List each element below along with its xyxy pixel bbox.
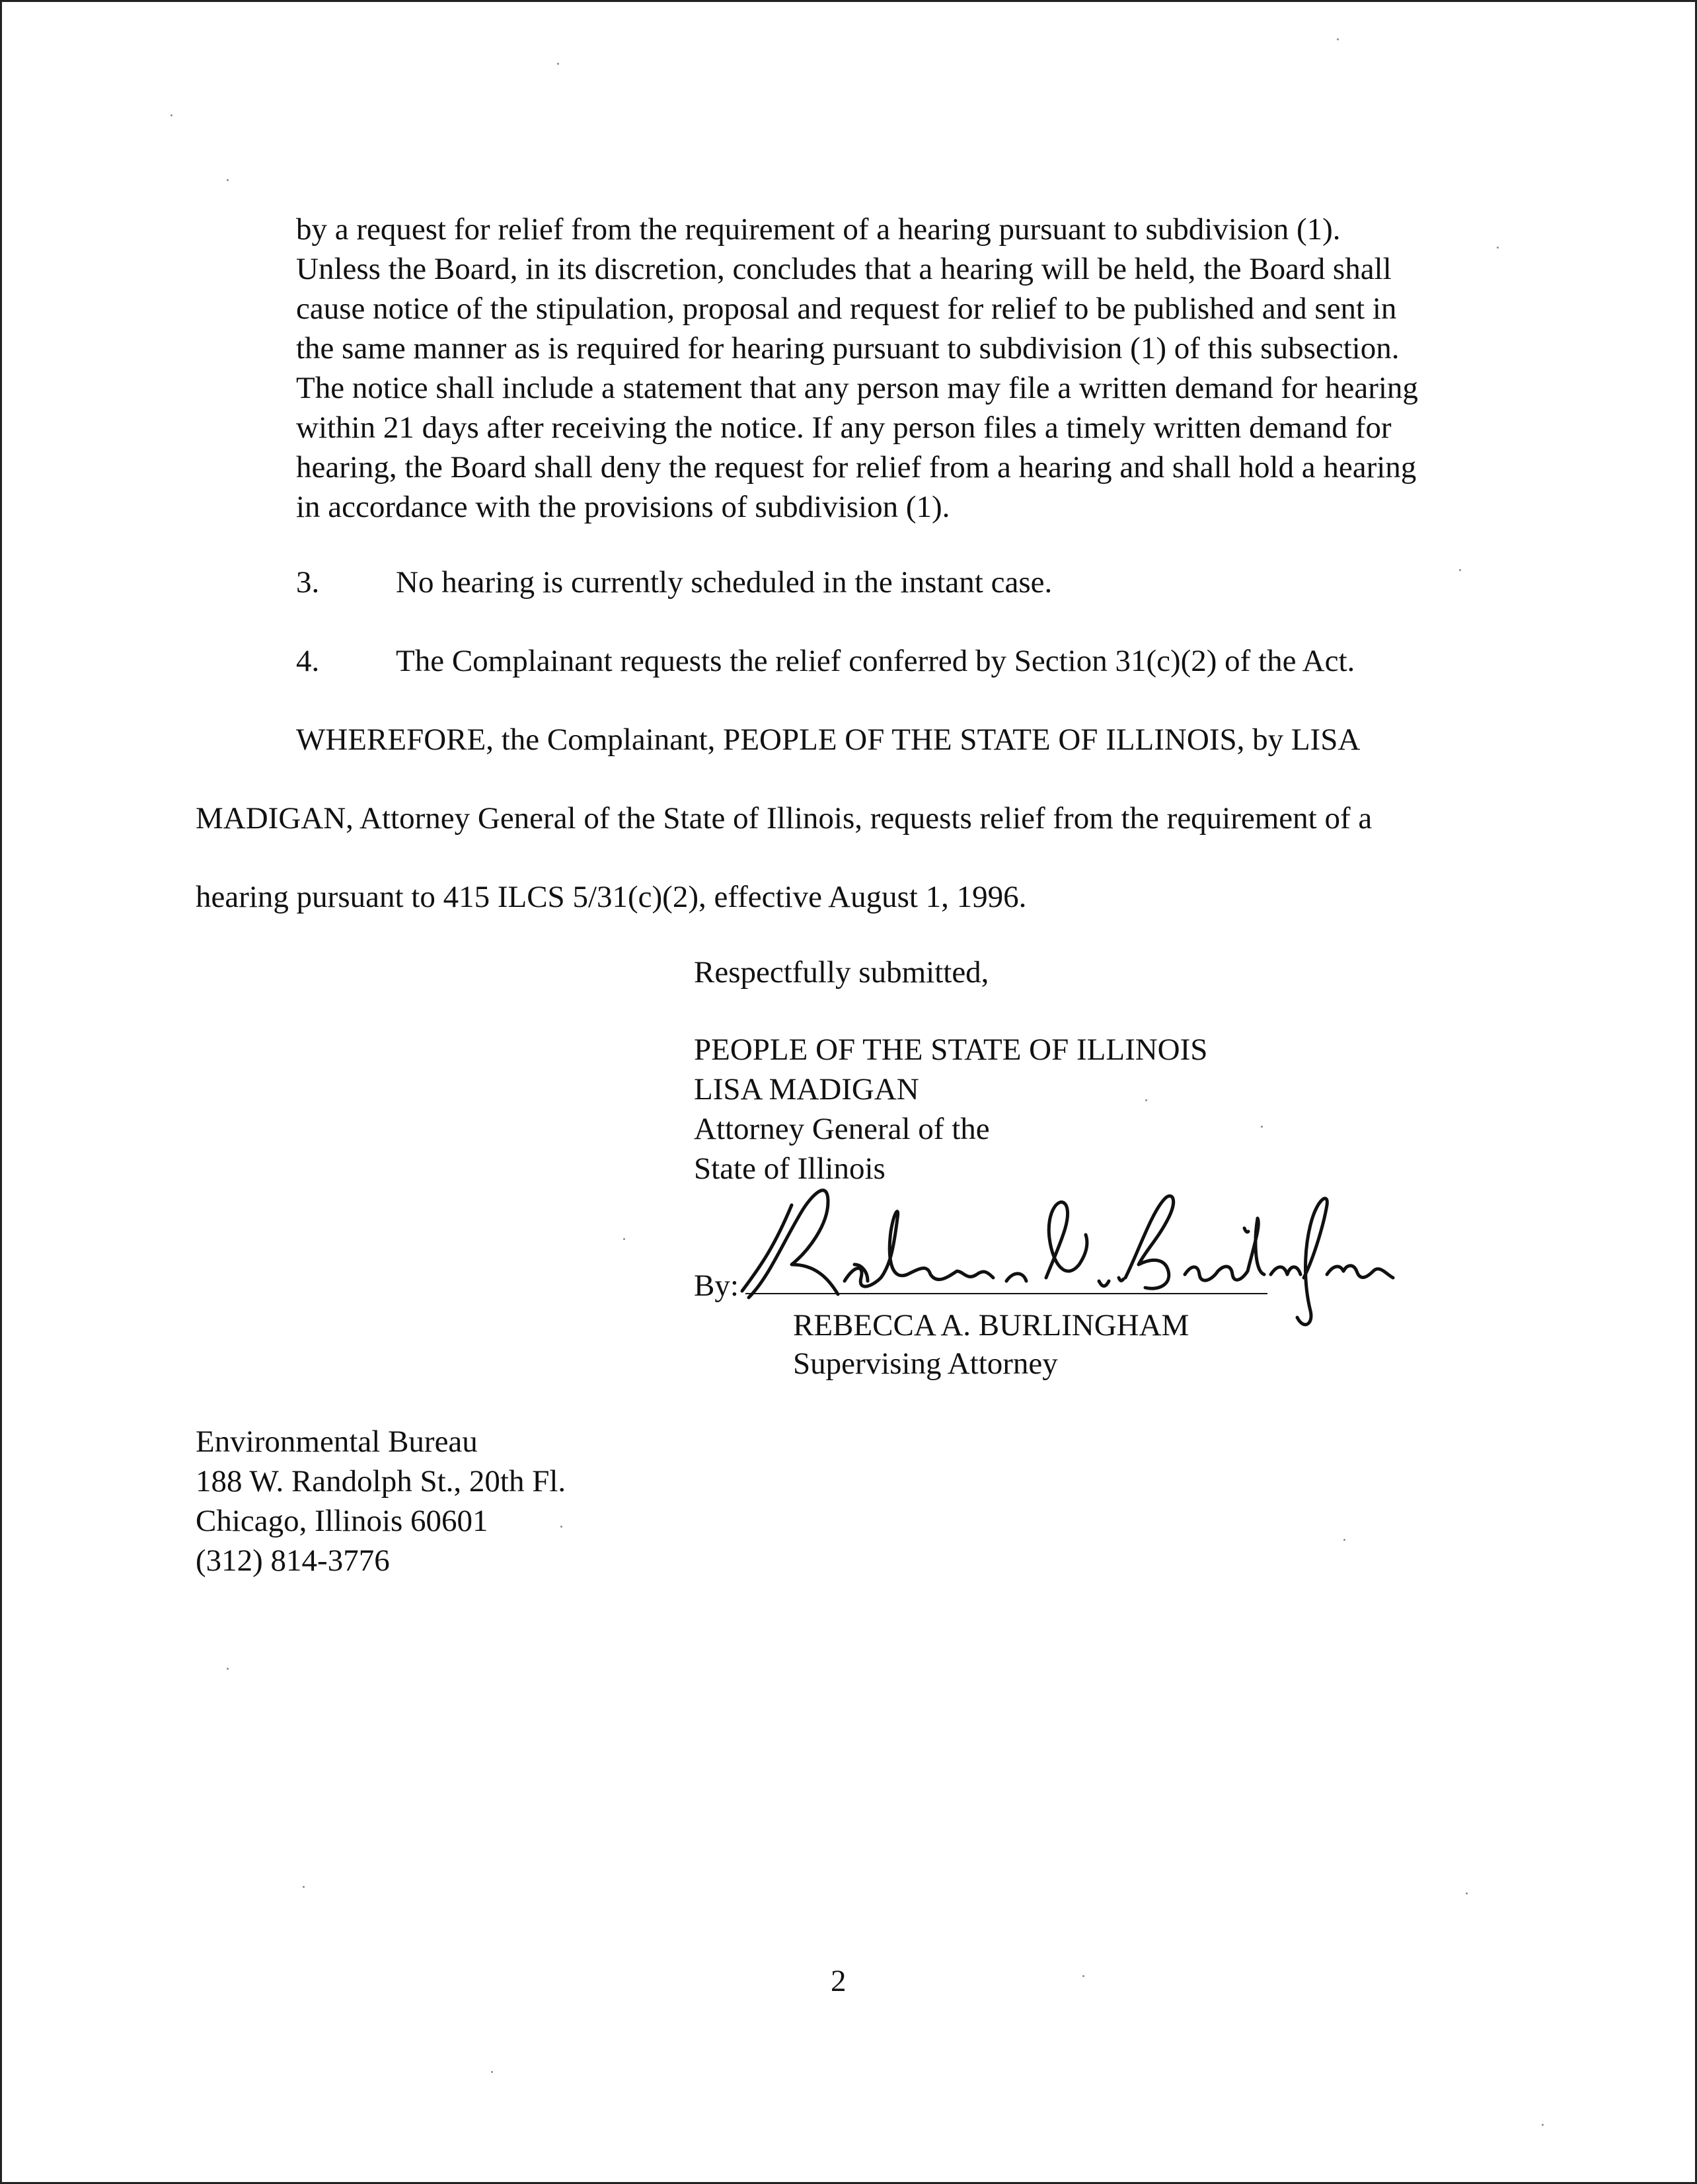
item-number-3: 3. (296, 565, 320, 600)
scan-speck (1343, 1539, 1345, 1541)
signatory-block (694, 1030, 1207, 1189)
wherefore-line-2: MADIGAN, Attorney General of the State of Illinois, requests relief from the requirement of a (196, 801, 1373, 836)
scan-speck (557, 63, 559, 65)
address-line: Environmental Bureau (196, 1424, 478, 1459)
paragraph-line: by a request for relief from the requirement of a hearing pursuant to subdivision (1). (296, 212, 1341, 247)
scan-speck (170, 114, 172, 116)
signer-name: REBECCA A. BURLINGHAM (793, 1308, 1189, 1343)
scan-speck (1459, 569, 1461, 571)
paragraph-line: the same manner as is required for hearing pursuant to subdivision (1) of this subsection. (296, 331, 1400, 366)
scan-speck (303, 1886, 305, 1888)
scan-speck (1497, 247, 1499, 249)
page-number: 2 (831, 1964, 847, 1998)
scan-speck (1261, 1126, 1263, 1128)
signatory-line: State of Illinois (694, 1151, 886, 1186)
item-text-3: No hearing is currently scheduled in the instant case. (396, 565, 1053, 600)
wherefore-line-1: WHEREFORE, the Complainant, PEOPLE OF THE STATE OF ILLINOIS, by LISA (296, 722, 1361, 757)
by-label: By: (694, 1268, 739, 1303)
signer-title: Supervising Attorney (793, 1346, 1058, 1381)
paragraph-line: cause notice of the stipulation, proposal and request for relief to be published and sent in (296, 292, 1397, 326)
item-number-4: 4. (296, 644, 320, 678)
signatory-line: LISA MADIGAN (694, 1072, 919, 1107)
paragraph-line: The notice shall include a statement that any person may file a written demand for hearing (296, 371, 1418, 405)
closing-salutation: Respectfully submitted, (694, 955, 989, 990)
paragraph-line: in accordance with the provisions of subdivision (1). (296, 490, 950, 524)
scan-speck (1337, 38, 1339, 40)
address-line: 188 W. Randolph St., 20th Fl. (196, 1464, 566, 1499)
address-line: Chicago, Illinois 60601 (196, 1504, 488, 1538)
item-text-4: The Complainant requests the relief conferred by Section 31(c)(2) of the Act. (396, 644, 1355, 678)
scan-speck (1542, 2124, 1544, 2126)
statute-continuation-paragraph (296, 210, 1418, 527)
paragraph-line: within 21 days after receiving the notice. If any person files a timely written demand for (296, 410, 1392, 445)
scan-speck (1466, 1892, 1468, 1894)
scan-speck (491, 2071, 493, 2073)
paragraph-line: hearing, the Board shall deny the request for relief from a hearing and shall hold a hearing (296, 450, 1417, 485)
wherefore-line-3: hearing pursuant to 415 ILCS 5/31(c)(2), effective August 1, 1996. (196, 880, 1027, 914)
office-address (196, 1422, 566, 1580)
signatory-line: Attorney General of the (694, 1112, 990, 1146)
address-line: (312) 814-3776 (196, 1543, 390, 1578)
scan-speck (227, 1668, 229, 1670)
signatory-line: PEOPLE OF THE STATE OF ILLINOIS (694, 1033, 1208, 1067)
scan-speck (227, 179, 229, 181)
paragraph-line: Unless the Board, in its discretion, concludes that a hearing will be held, the Board shall (296, 252, 1392, 286)
scan-speck (1082, 1975, 1084, 1977)
scan-speck (623, 1238, 625, 1240)
